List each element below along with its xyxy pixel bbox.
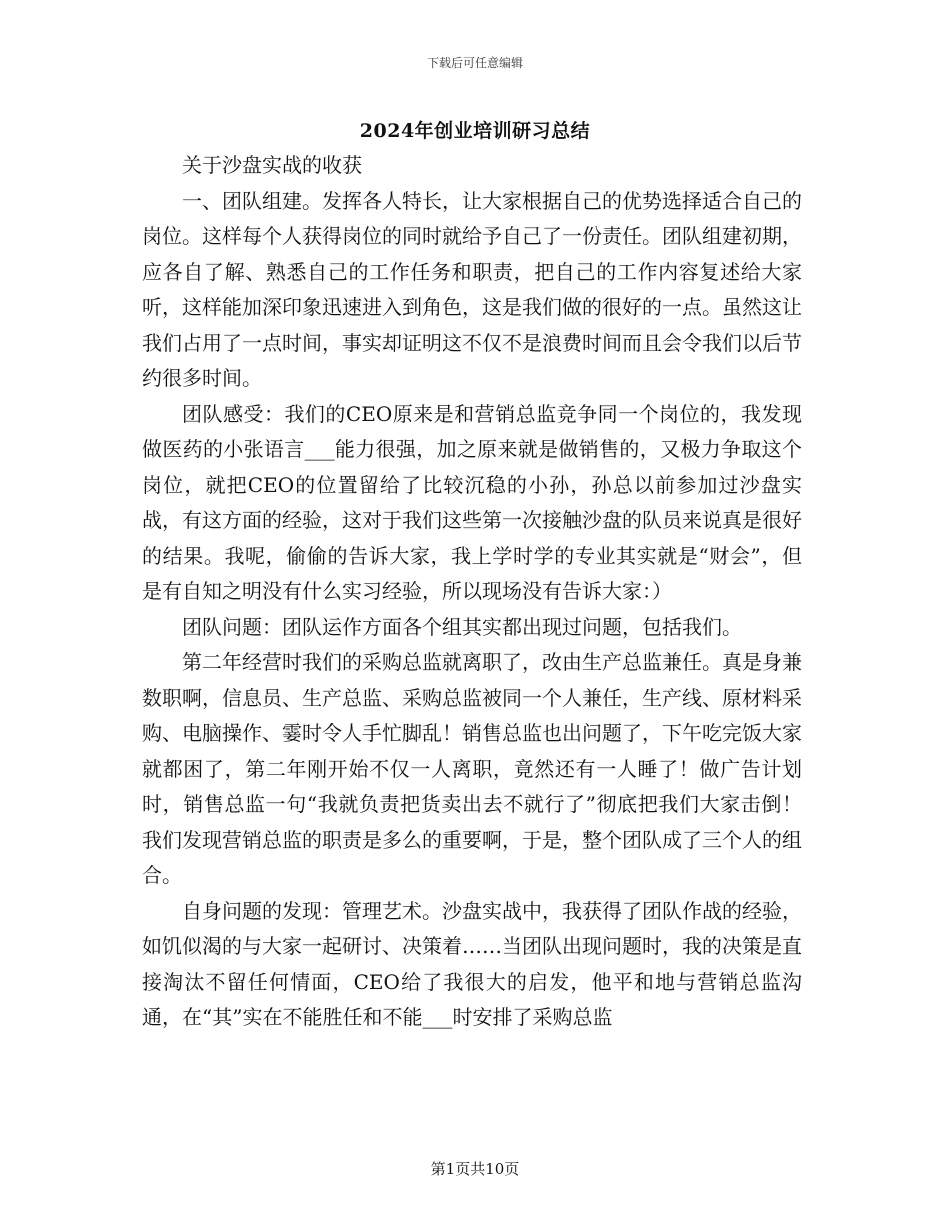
paragraph: 第二年经营时我们的采购总监就离职了，改由生产总监兼任。真是身兼数职啊，信息员、生产总监、采购总监被同一个人兼任，生产线、原材料采购、电脑操作、霎时令人手忙脚乱！销售总监也出问题了，下午吃完饭大家就都困了，第二年刚开始不仅一人离职，竟然还有一人睡了！做广告计划时，销售总监一句“我就负责把货卖出去不就行了”彻底把我们大家击倒！我们发现营销总监的职责是多么的重要啊，于是，整个团队成了三个人的组合。 <box>142 650 802 887</box>
header-note: 下载后可任意编辑 <box>426 56 523 70</box>
page-number: 第1页共10页 <box>430 1160 520 1178</box>
document-body <box>142 148 802 1036</box>
paragraph: 自身问题的发现：管理艺术。沙盘实战中，我获得了团队作战的经验，如饥似渴的与大家一起研讨、决策着……当团队出现问题时，我的决策是直接淘汰不留任何情面，CEO给了我很大的启发，他平和地与营销总监沟通，在“其”实在不能胜任和不能___时安排了采购总监 <box>142 898 802 1029</box>
paragraph: 团队问题：团队运作方面各个组其实都出现过问题，包括我们。 <box>182 614 742 639</box>
paragraph-subtitle: 关于沙盘实战的收获 <box>182 153 362 177</box>
document-title: 2024年创业培训研习总结 <box>359 120 591 142</box>
paragraph: 团队感受：我们的CEO原来是和营销总监竞争同一个岗位的，我发现做医药的小张语言___能力很强，加之原来就是做销售的，又极力争取这个岗位，就把CEO的位置留给了比较沉稳的小孙，孙总以前参加过沙盘实战，有这方面的经验，这对于我们这些第一次接触沙盘的队员来说真是很好的结果。我呢，偷偷的告诉大家，我上学时学的专业其实就是“财会”，但是有自知之明没有什么实习经验，所以现场没有告诉大家：） <box>142 401 802 603</box>
paragraph: 一、团队组建。发挥各人特长，让大家根据自己的优势选择适合自己的岗位。这样每个人获得岗位的同时就给予自己了一份责任。团队组建初期，应各自了解、熟悉自己的工作任务和职责，把自己的工作内容复述给大家听，这样能加深印象迅速进入到角色，这是我们做的很好的一点。虽然这让我们占用了一点时间，事实却证明这不仅不是浪费时间而且会令我们以后节约很多时间。 <box>142 188 802 390</box>
